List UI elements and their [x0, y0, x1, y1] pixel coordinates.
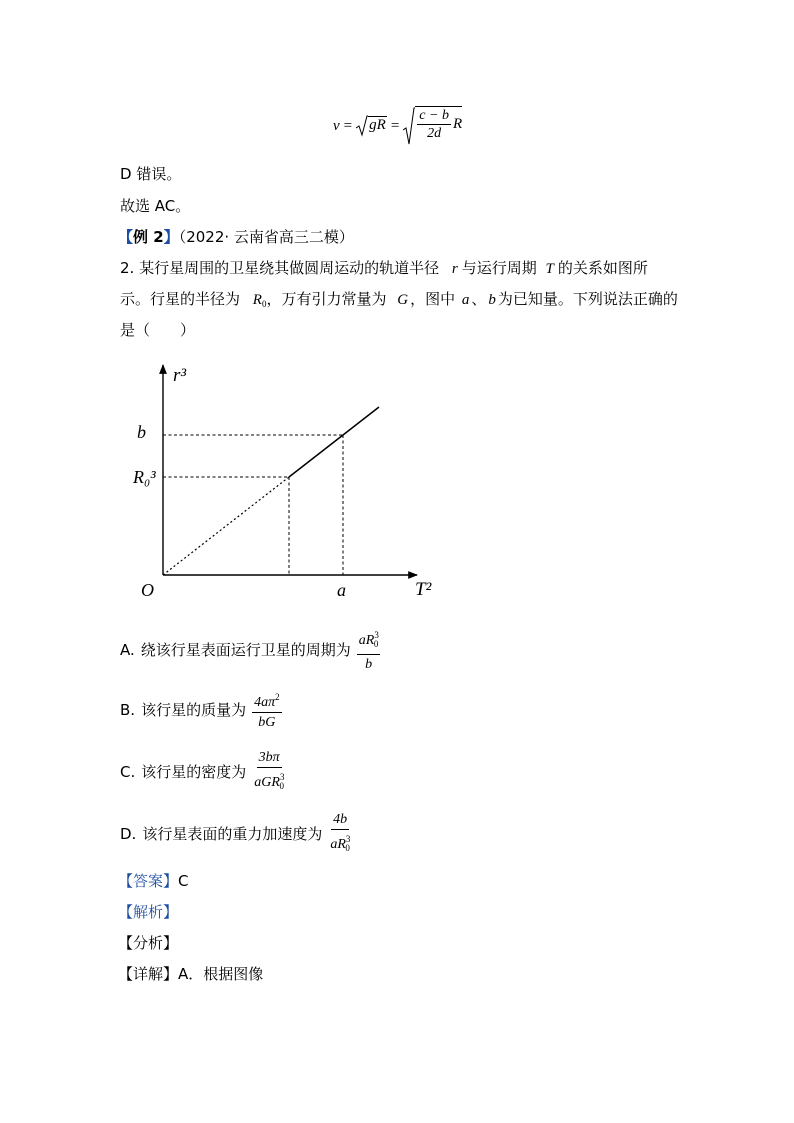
option-text: 该行星的质量为: [141, 701, 247, 719]
option-text: 绕该行星表面运行卫星的周期为: [140, 641, 351, 659]
option-letter: B.: [120, 701, 136, 719]
question-text: 、: [471, 290, 487, 308]
example-label: 例 2: [133, 228, 164, 246]
question-text: 的关系如图所: [557, 259, 648, 277]
y-axis-label: r³: [173, 365, 187, 386]
option-b[interactable]: [120, 688, 282, 732]
frac-den: b: [365, 657, 373, 672]
series-dotted-segment: [163, 477, 289, 575]
option-letter: A.: [120, 641, 135, 659]
question-text: 为已知量。下列说法正确的: [497, 290, 678, 308]
option-a[interactable]: [120, 628, 380, 672]
frac-sub: 0: [373, 639, 379, 649]
bracket-left: 【: [118, 228, 134, 246]
graph: [125, 355, 445, 605]
formula-eq2: =: [390, 117, 400, 134]
option-a-fraction: [357, 627, 381, 673]
fenxi-line: [118, 932, 178, 954]
series-solid-segment: [289, 407, 379, 477]
line-choose: 故选 AC。: [120, 197, 191, 215]
frac-den: bG: [258, 715, 276, 730]
question-text: 与运行周期: [461, 259, 537, 277]
var-r: r: [451, 261, 458, 277]
formula-sqrt-arg: gR: [369, 117, 386, 133]
y-tick-b: b: [137, 422, 146, 442]
option-b-fraction: [252, 689, 282, 731]
detail-text: A．根据图像: [178, 965, 264, 983]
option-d-fraction: [328, 811, 352, 857]
x-tick-a: a: [337, 580, 346, 600]
option-letter: D.: [120, 825, 137, 843]
question-line-2: 示。行星的半径为 $R_0$，万有引力常量为 G ，图中 a 、 b 为已知量。下列说法正确的: [120, 290, 678, 309]
frac-sub: 0: [279, 781, 284, 791]
formula-eq1: =: [343, 117, 353, 134]
option-letter: C.: [120, 763, 136, 781]
frac-sup: 3: [374, 630, 379, 640]
answer-label: 【答案】: [118, 872, 179, 890]
formula-tail: R: [452, 116, 463, 132]
frac-sub: 0: [345, 843, 350, 853]
formula-frac-num: c − b: [419, 108, 449, 123]
line-d-wrong: D 错误。: [120, 165, 182, 183]
analysis-line: [118, 901, 178, 923]
formula-top: [333, 106, 462, 146]
formula-frac-den: 2d: [427, 126, 442, 141]
detail-label: 【详解】: [118, 965, 179, 983]
option-c-fraction: [252, 749, 286, 795]
origin-label: O: [141, 580, 154, 600]
x-axis-label: T²: [415, 579, 432, 600]
frac-num: 3bπ: [257, 749, 282, 768]
var-T: T: [545, 261, 554, 277]
answer-value: C: [178, 872, 189, 890]
bracket-right: 】: [163, 228, 179, 246]
answer-line: [118, 870, 189, 892]
frac-den: aR: [330, 837, 346, 852]
option-d[interactable]: [120, 812, 352, 856]
frac-sup: 2: [275, 692, 280, 702]
question-text: ，万有引力常量为: [266, 290, 387, 308]
question-line-3: 是（ ）: [120, 321, 196, 339]
option-text: 该行星的密度为: [141, 763, 247, 781]
frac-sup: 3: [279, 772, 285, 782]
formula-lhs: v: [333, 117, 340, 134]
option-c[interactable]: [120, 750, 286, 794]
sqrt-sign-icon: [356, 115, 368, 137]
question-line-1: [120, 257, 648, 280]
sqrt-sign-icon: [403, 106, 415, 146]
frac-num: aR: [358, 633, 375, 648]
frac-sup: 3: [345, 834, 351, 844]
y-tick-r0cubed: R₀³: [133, 467, 156, 487]
question-text: ，图中: [410, 290, 456, 308]
question-number: 2.: [120, 259, 135, 277]
example-source: （2022· 云南省高三二模）: [178, 228, 354, 246]
frac-num: 4b: [331, 811, 349, 830]
var-R0: R: [252, 292, 262, 308]
detail-line: [118, 963, 263, 985]
fenxi-label: 【分析】: [118, 934, 179, 952]
question-text: 某行星周围的卫星绕其做圆周运动的轨道半径: [139, 259, 440, 277]
var-b: b: [488, 292, 496, 308]
frac-num: 4aπ: [254, 695, 276, 710]
example-header: [118, 226, 354, 248]
frac-den: aGR: [254, 775, 280, 790]
var-G: G: [397, 292, 409, 308]
analysis-label: 【解析】: [118, 903, 179, 921]
question-text: 示。行星的半径为: [120, 290, 241, 308]
option-text: 该行星表面的重力加速度为: [142, 825, 323, 843]
var-a: a: [461, 292, 470, 308]
